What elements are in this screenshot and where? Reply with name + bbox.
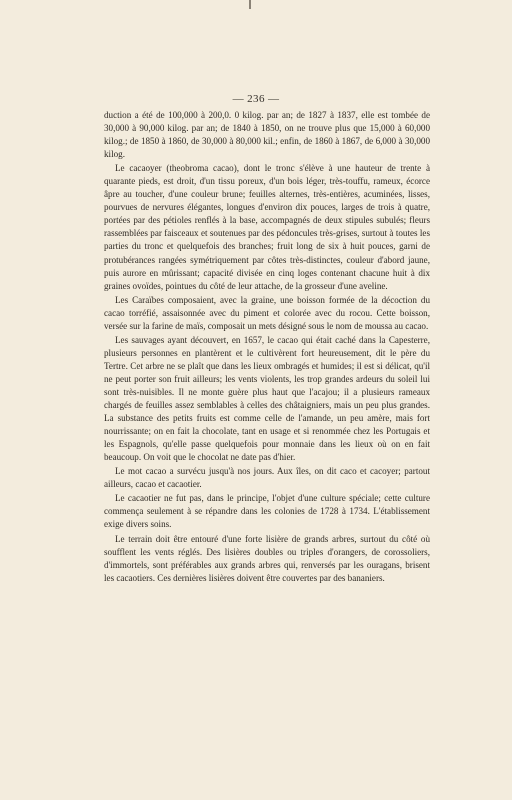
- paragraph-1: duction a été de 100,000 à 200,0. 0 kilog. par an; de 1827 à 1837, elle est tombée de 30,000 à 90,000 kilog. par an; de 1840 à 1850, on ne trouve plus que 15,000 à 60,000 kilog.; de 1850 à 1860, de 30,000 à 80,000 kil.; enfin, de 1860 à 1867, de 6,000 à 30,000 kilog.: [104, 110, 430, 160]
- paragraph-5: Le mot cacao a survécu jusqu'à nos jours. Aux îles, on dit caco et cacoyer; partout ailleurs, cacao et cacaotier.: [104, 466, 430, 490]
- paragraph-4: Les sauvages ayant découvert, en 1657, le cacao qui était caché dans la Capesterre, plusieurs personnes en plantèrent et le cultivèrent fort heureusement, dit le père du Tertre. Cet arbre ne se plaît que dans les lieux ombragés et humides; il est si délicat, qu'il ne peut porter son fruit ailleurs; les vents violents, les trop grandes ardeurs du soleil lui sont très-nuisibles. Il ne monte guère plus haut que l'acajou; il a plusieurs rameaux chargés de feuilles assez semblables à celles des châtaigniers, mais un peu plus grandes. La substance des petits fruits est comme celle de l'amande, un peu amère, mais fort nourrissante; on en fait la chocolate, tant en usage et si renommée chez les Portugais et les Espagnols, qu'elle passe quelquefois pour monnaie dans les lieux où on en fait beaucoup. On voit que le chocolat ne date pas d'hier.: [104, 334, 430, 463]
- paragraph-7: Le terrain doit être entouré d'une forte lisière de grands arbres, surtout du côté où soufflent les vents réglés. Des lisières doubles ou triples d'orangers, de corossoliers, d'immortels, sont préférables aux grands arbres qui, renversés par les ouragans, brisent les cacaotiers. Ces dernières lisières doivent être couvertes par des bananiers.: [104, 533, 430, 583]
- paragraph-3: Les Caraïbes composaient, avec la graine, une boisson formée de la décoction du cacao torréfié, assaisonnée avec du piment et colorée avec du rocou. Cette boisson, versée sur la farine de maïs, composait un mets désigné sous le nom de moussa au cacao.: [104, 294, 430, 331]
- paragraph-2: Le cacaoyer (theobroma cacao), dont le tronc s'élève à une hauteur de trente à quarante pieds, est droit, d'un tissu poreux, d'un bois léger, très-touffu, rameux, écorce âpre au toucher, d'une couleur brune; feuilles alternes, très-entières, acuminées, lisses, pourvues de nervures élégantes, longues d'environ dix pouces, larges de trois à quatre, portées par des pétioles renflés à la base, accompagnés de deux stipules subulés; fleurs rassemblées par faisceaux et soutenues par des pédoncules très-grises, surtout à toutes les parties du tronc et quelquefois des branches; fruit long de six à huit pouces, garni de protubérances rangées symétriquement par côtes très-distinctes, couleur d'abord jaune, puis aurore en mûrissant; capacité divisée en cinq loges contenant chacune huit à dix graines ovoïdes, pointues du côté de leur attache, de la grosseur d'une aveline.: [104, 163, 430, 291]
- binding-mark: [249, 0, 251, 9]
- page-number: — 236 —: [232, 93, 280, 105]
- body-text: [104, 109, 430, 585]
- paragraph-6: Le cacaotier ne fut pas, dans le principe, l'objet d'une culture spéciale; cette culture commença seulement à se répandre dans les colonies de 1728 à 1734. L'établissement exige divers soins.: [104, 493, 430, 530]
